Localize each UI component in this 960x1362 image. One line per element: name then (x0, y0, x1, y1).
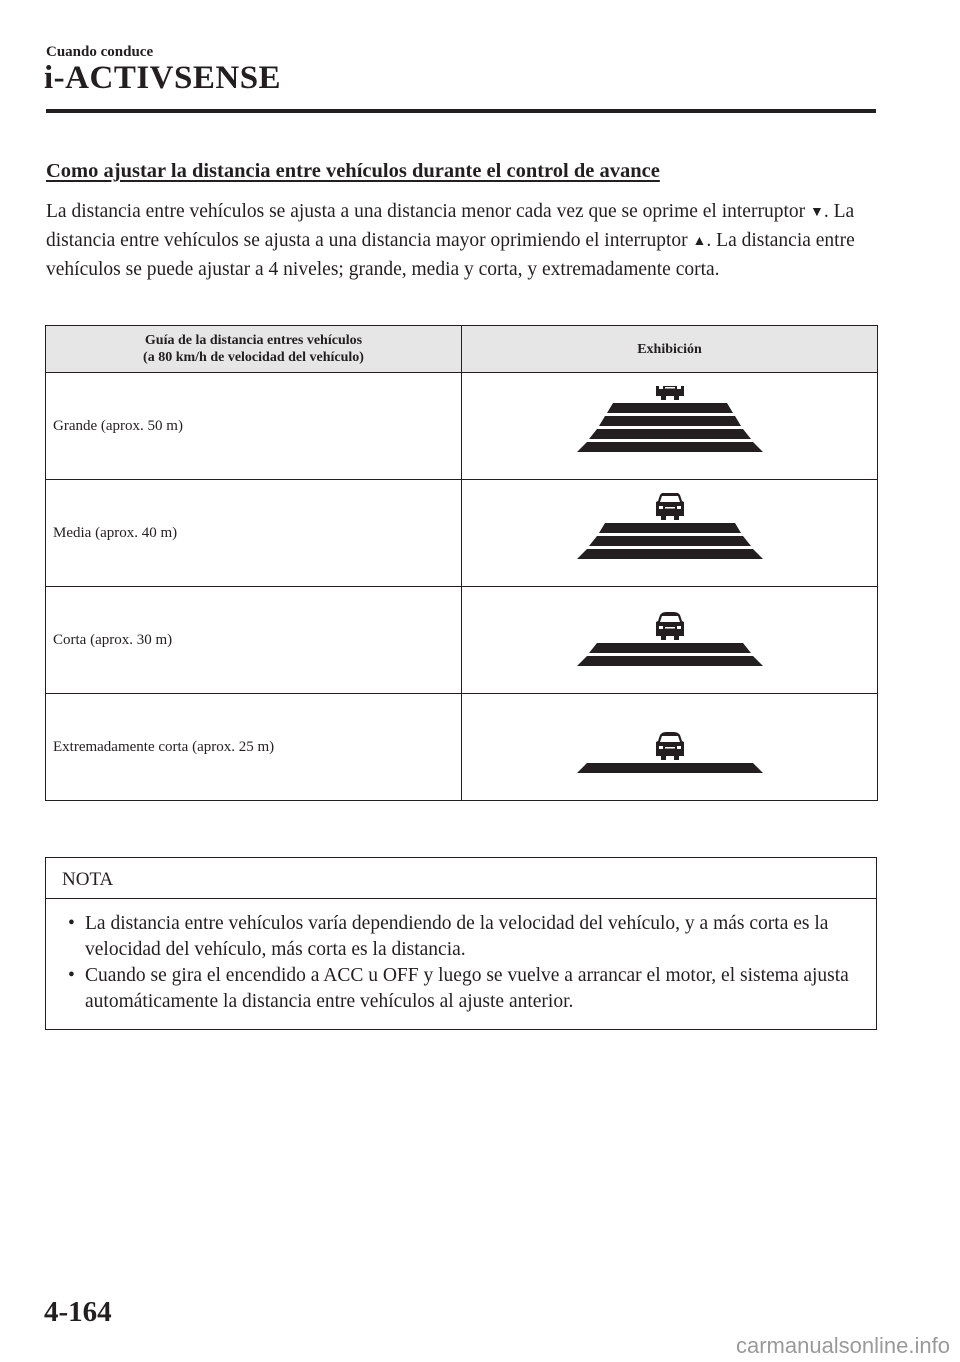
distance-table (45, 325, 878, 801)
note-item-text: Cuando se gira el encendido a ACC u OFF y luego se vuelve a arrancar el motor, el sistema ajusta automáticamente la distancia entre vehículos al ajuste anterior. (85, 965, 849, 1012)
bullet-icon: • (68, 965, 75, 986)
header-guide (46, 326, 462, 373)
note-item (66, 911, 856, 963)
car-distance-1-bar-icon (575, 707, 765, 787)
section-label: Cuando conduce (46, 44, 154, 60)
distance-bars (577, 763, 763, 773)
distance-bars (577, 403, 763, 452)
car-icon (656, 493, 684, 520)
paragraph-part-3: . La distancia entre vehículos se puede ajustar a 4 niveles; grande, media y corta, y extremadamente corta. (46, 230, 855, 280)
distance-label: Corta (aprox. 30 m) (46, 587, 462, 694)
display-cell (462, 373, 878, 480)
distance-bar (577, 763, 763, 773)
distance-bars (577, 523, 763, 559)
paragraph-part-1: La distancia entre vehículos se ajusta a una distancia menor cada vez que se oprime el interruptor (46, 201, 810, 222)
car-distance-3-bars-icon (575, 493, 765, 573)
car-distance-4-bars-icon (575, 386, 765, 466)
car-icon (656, 732, 684, 760)
subheading: Como ajustar la distancia entre vehículos durante el control de avance (46, 160, 660, 182)
note-title: NOTA (46, 858, 876, 899)
distance-bar (599, 416, 741, 426)
distance-bar (607, 403, 733, 413)
header-display: Exhibición (462, 326, 878, 373)
page-number: 4-164 (44, 1296, 112, 1328)
car-icon (656, 612, 684, 640)
car-icon (656, 386, 684, 400)
distance-label: Media (aprox. 40 m) (46, 480, 462, 587)
distance-bar (577, 549, 763, 559)
up-triangle-icon: ▲ (692, 234, 707, 249)
distance-bar (577, 656, 763, 666)
note-item-text: La distancia entre vehículos varía dependiendo de la velocidad del vehículo, y a más corta es la velocidad del vehículo, más corta es la distancia. (85, 913, 829, 960)
distance-bar (589, 536, 751, 546)
distance-bars (577, 643, 763, 666)
header-guide-line1: Guía de la distancia entres vehículos (144, 333, 363, 348)
down-triangle-icon: ▼ (810, 205, 824, 220)
distance-bar (589, 429, 751, 439)
paragraph-part-2: . La distancia entre vehículos se ajusta a una distancia mayor oprimiendo el interruptor (46, 201, 855, 251)
bullet-icon: • (68, 913, 75, 934)
table-row (46, 373, 878, 480)
distance-label: Extremadamente corta (aprox. 25 m) (46, 694, 462, 801)
display-cell (462, 694, 878, 801)
car-distance-2-bars-icon (575, 600, 765, 680)
table-header-row (46, 326, 878, 373)
header-rule (46, 109, 876, 113)
body-paragraph (46, 198, 876, 284)
note-list (46, 899, 876, 1029)
header-guide-line2: (a 80 km/h de velocidad del vehículo) (143, 350, 364, 365)
table-row (46, 480, 878, 587)
display-cell (462, 587, 878, 694)
distance-bar (577, 442, 763, 452)
table-row (46, 694, 878, 801)
note-item (66, 963, 856, 1015)
watermark: carmanualsonline.info (735, 1333, 950, 1358)
note-box (45, 857, 877, 1030)
chapter-title: i-ACTIVSENSE (44, 60, 282, 96)
display-cell (462, 480, 878, 587)
table-row (46, 587, 878, 694)
distance-bar (589, 643, 751, 653)
distance-bar (599, 523, 741, 533)
distance-label: Grande (aprox. 50 m) (46, 373, 462, 480)
